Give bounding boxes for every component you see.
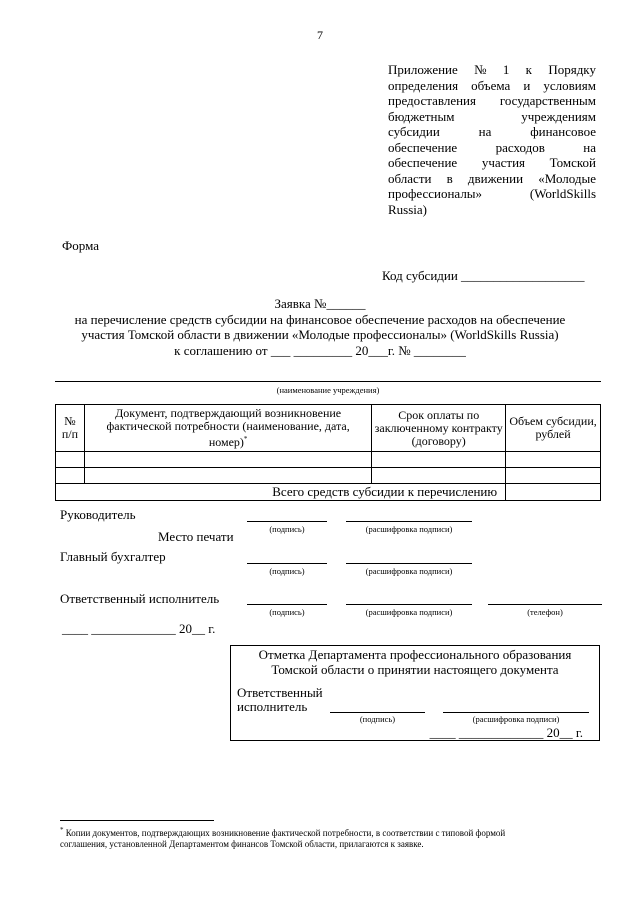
appendix-line	[388, 93, 596, 109]
appendix-word: Порядку	[548, 62, 596, 77]
appendix-word: Томской	[549, 155, 596, 170]
table-row	[56, 452, 601, 468]
appendix-word: государственным	[499, 93, 596, 108]
appendix-line	[388, 202, 596, 218]
accountant-signature-line	[247, 563, 327, 564]
department-decode-line	[443, 712, 589, 713]
department-box	[230, 645, 600, 741]
department-resp-line2: исполнитель	[237, 699, 308, 714]
department-resp-line1: Ответственный	[237, 685, 323, 700]
page-number: 7	[317, 28, 323, 42]
department-box-title2: Томской области о принятии настоящего документа	[271, 662, 559, 677]
appendix-word: (WorldSkills	[529, 186, 596, 201]
appendix-line	[388, 171, 596, 187]
table-row	[56, 468, 601, 484]
header-document	[84, 405, 371, 452]
appendix-line	[388, 155, 596, 171]
appendix-word: обеспечение	[388, 139, 458, 155]
request-title-line4: к соглашению от ___ _________ 20___г. № ________	[174, 342, 466, 358]
appendix-word: условиям	[543, 77, 596, 93]
appendix-word: Russia)	[388, 201, 427, 217]
header-amount: Объем субсидии, рублей	[506, 405, 601, 452]
accountant-decode-line	[346, 563, 472, 564]
institution-caption: (наименование учреждения)	[276, 385, 380, 395]
responsible-phone-caption: (телефон)	[527, 607, 563, 617]
cell-total-amount[interactable]	[506, 484, 601, 501]
appendix-word: финансовое	[530, 124, 596, 139]
appendix-line	[388, 62, 596, 78]
request-title	[40, 296, 600, 358]
responsible-decode-caption: (расшифровка подписи)	[365, 607, 453, 617]
appendix-word: профессионалы»	[388, 186, 483, 201]
total-label: Всего средств субсидии к перечислению	[56, 484, 506, 501]
cell-amount[interactable]	[506, 452, 601, 468]
cell-document[interactable]	[84, 452, 371, 468]
header-number: № п/п	[56, 405, 85, 452]
accountant-signature-caption: (подпись)	[269, 566, 305, 576]
footnote-mark: *	[243, 435, 248, 443]
request-title-line3: участия Томской области в движении «Молодые профессионалы» (WorldSkills Russia)	[81, 327, 559, 342]
appendix-word: №	[474, 62, 487, 77]
responsible-label: Ответственный исполнитель	[60, 591, 220, 606]
cell-number[interactable]	[56, 468, 85, 484]
cell-payment-term[interactable]	[372, 452, 506, 468]
department-date-line: ____ _____________ 20__ г.	[429, 725, 583, 740]
footnote-mark-bottom: *	[60, 826, 64, 834]
request-title-line2: на перечисление средств субсидии на финансовое обеспечение расходов на обеспечение	[74, 311, 566, 327]
header-document-text: Документ, подтверждающий возникновение фактической потребности (наименование, дата, номер)	[106, 406, 350, 449]
appendix-word: предоставления	[388, 93, 476, 108]
responsible-phone-line	[488, 604, 602, 605]
appendix-line	[388, 124, 596, 140]
table-total-row	[56, 484, 601, 501]
accountant-decode-caption: (расшифровка подписи)	[365, 566, 453, 576]
head-label: Руководитель	[60, 507, 136, 522]
chief-accountant-label: Главный бухгалтер	[60, 549, 166, 564]
subsidy-code: Код субсидии ___________________	[382, 268, 585, 283]
header-payment-term: Срок оплаты по заключенному контракту (договору)	[372, 405, 506, 452]
responsible-signature-caption: (подпись)	[269, 607, 305, 617]
cell-number[interactable]	[56, 452, 85, 468]
appendix-word: «Молодые	[538, 170, 596, 186]
footnote-separator	[60, 820, 214, 821]
appendix-word: движении	[467, 170, 524, 186]
appendix-word: в	[446, 170, 453, 186]
appendix-word: 1	[502, 62, 510, 77]
cell-document[interactable]	[84, 468, 371, 484]
institution-line	[55, 381, 601, 382]
head-decode-line	[346, 521, 472, 522]
department-signature-caption: (подпись)	[359, 714, 396, 724]
cell-amount[interactable]	[506, 468, 601, 484]
department-decode-caption: (расшифровка подписи)	[472, 714, 560, 724]
head-signature-line	[247, 521, 327, 522]
head-signature-caption: (подпись)	[269, 524, 305, 534]
appendix-word: и	[523, 77, 531, 93]
appendix-word: учреждениям	[521, 108, 596, 124]
appendix-word: бюджетным	[388, 108, 455, 124]
request-title-line1: Заявка №______	[274, 296, 366, 311]
head-decode-caption: (расшифровка подписи)	[365, 524, 453, 534]
responsible-decode-line	[346, 604, 472, 605]
footnote-line2: соглашения, установленной Департаментом финансов Томской области, прилагаются к заявке.	[60, 839, 424, 849]
cell-payment-term[interactable]	[372, 468, 506, 484]
appendix-word: на	[583, 139, 596, 155]
appendix-word: расходов	[495, 139, 545, 155]
appendix-word: области	[388, 170, 432, 186]
form-label: Форма	[62, 238, 99, 253]
appendix-word: на	[478, 124, 492, 139]
subsidy-table	[55, 404, 601, 501]
department-box-title1: Отметка Департамента профессионального образования	[258, 647, 572, 662]
department-signature-line	[330, 712, 425, 713]
appendix-word: к	[525, 62, 532, 77]
appendix-line	[388, 140, 596, 156]
appendix-block	[388, 62, 596, 217]
stamp-label: Место печати	[158, 529, 234, 544]
table-header-row	[56, 405, 601, 452]
appendix-line	[388, 186, 596, 202]
appendix-word: объема	[471, 77, 511, 93]
appendix-word: субсидии	[388, 124, 440, 139]
appendix-word: обеспечение	[388, 155, 458, 170]
appendix-line	[388, 109, 596, 125]
appendix-word: определения	[388, 77, 459, 93]
date-line: ____ _____________ 20__ г.	[62, 621, 216, 636]
appendix-word: участия	[481, 155, 526, 170]
footnote	[60, 825, 610, 850]
footnote-line1: Копии документов, подтверждающих возникновение фактической потребности, в соответствии с типовой формой	[65, 828, 506, 838]
appendix-word: Приложение	[388, 62, 458, 77]
responsible-signature-line	[247, 604, 327, 605]
appendix-line	[388, 78, 596, 94]
